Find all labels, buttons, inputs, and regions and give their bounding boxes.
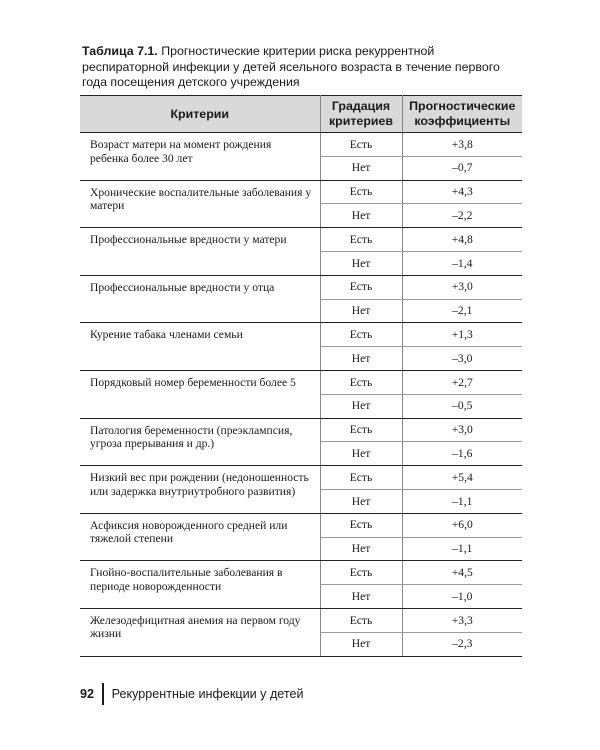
coefficient-cell: –1,0	[402, 585, 522, 609]
table-caption-label: Таблица 7.1.	[82, 44, 158, 58]
gradation-cell: Нет	[320, 537, 402, 561]
table-row	[80, 323, 522, 347]
gradation-cell: Нет	[320, 632, 402, 656]
column-header-gradation: Градация критериев	[320, 96, 402, 133]
column-header-criteria: Критерии	[80, 96, 320, 133]
table-row	[80, 608, 522, 632]
coefficient-cell: –1,6	[402, 442, 522, 466]
criterion-cell: Порядковый номер беременности более 5	[80, 370, 320, 418]
criterion-cell: Гнойно-воспалительные заболевания в периоде новорожденности	[80, 561, 320, 609]
column-header-coefficients: Прогностические коэффициенты	[402, 96, 522, 133]
gradation-cell: Есть	[320, 323, 402, 347]
criterion-cell: Профессиональные вредности у отца	[80, 275, 320, 323]
gradation-cell: Есть	[320, 608, 402, 632]
gradation-cell: Есть	[320, 180, 402, 204]
criterion-cell: Профессиональные вредности у матери	[80, 228, 320, 276]
gradation-cell: Есть	[320, 466, 402, 490]
running-title: Рекуррентные инфекции у детей	[111, 687, 304, 701]
criteria-table	[80, 95, 522, 657]
coefficient-cell: –0,5	[402, 394, 522, 418]
coefficient-cell: –2,1	[402, 299, 522, 323]
coefficient-cell: +3,0	[402, 275, 522, 299]
coefficient-cell: –1,4	[402, 251, 522, 275]
coefficient-cell: +3,3	[402, 608, 522, 632]
table-row	[80, 275, 522, 299]
coefficient-cell: –2,3	[402, 632, 522, 656]
table-caption-text: Прогностические критерии риска рекуррентной респираторной инфекции у детей ясельного возраста в течение первого года посещения детского учреждения	[82, 44, 500, 89]
table-row	[80, 513, 522, 537]
criterion-cell: Низкий вес при рождении (недоношенность или задержка внутриутробного развития)	[80, 466, 320, 514]
table-header-row	[80, 96, 522, 133]
coefficient-cell: +5,4	[402, 466, 522, 490]
coefficient-cell: –2,2	[402, 204, 522, 228]
table-row	[80, 228, 522, 252]
coefficient-cell: +3,8	[402, 133, 522, 157]
gradation-cell: Есть	[320, 133, 402, 157]
table-row	[80, 180, 522, 204]
gradation-cell: Нет	[320, 442, 402, 466]
gradation-cell: Нет	[320, 156, 402, 180]
coefficient-cell: –1,1	[402, 537, 522, 561]
gradation-cell: Есть	[320, 561, 402, 585]
coefficient-cell: +3,0	[402, 418, 522, 442]
gradation-cell: Есть	[320, 370, 402, 394]
criterion-cell: Хронические воспалительные заболевания у матери	[80, 180, 320, 228]
gradation-cell: Есть	[320, 513, 402, 537]
gradation-cell: Есть	[320, 228, 402, 252]
criterion-cell: Курение табака членами семьи	[80, 323, 320, 371]
page-footer	[80, 683, 304, 705]
gradation-cell: Нет	[320, 251, 402, 275]
gradation-cell: Есть	[320, 418, 402, 442]
coefficient-cell: +4,3	[402, 180, 522, 204]
gradation-cell: Нет	[320, 204, 402, 228]
gradation-cell: Нет	[320, 394, 402, 418]
coefficient-cell: +6,0	[402, 513, 522, 537]
coefficient-cell: –0,7	[402, 156, 522, 180]
criterion-cell: Железодефицитная анемия на первом году жизни	[80, 608, 320, 656]
coefficient-cell: +1,3	[402, 323, 522, 347]
coefficient-cell: +4,8	[402, 228, 522, 252]
criterion-cell: Асфиксия новорожденного средней или тяжелой степени	[80, 513, 320, 561]
gradation-cell: Нет	[320, 585, 402, 609]
criterion-cell: Возраст матери на момент рождения ребенка более 30 лет	[80, 133, 320, 181]
table-row	[80, 561, 522, 585]
gradation-cell: Нет	[320, 347, 402, 371]
criterion-cell: Патология беременности (преэклампсия, угроза прерывания и др.)	[80, 418, 320, 466]
coefficient-cell: +4,5	[402, 561, 522, 585]
table-caption	[82, 44, 522, 91]
coefficient-cell: +2,7	[402, 370, 522, 394]
footer-divider	[102, 683, 104, 705]
page-number: 92	[80, 687, 95, 701]
table-row	[80, 370, 522, 394]
coefficient-cell: –1,1	[402, 489, 522, 513]
table-row	[80, 466, 522, 490]
gradation-cell: Нет	[320, 299, 402, 323]
table-row	[80, 133, 522, 157]
table-row	[80, 418, 522, 442]
gradation-cell: Есть	[320, 275, 402, 299]
gradation-cell: Нет	[320, 489, 402, 513]
coefficient-cell: –3,0	[402, 347, 522, 371]
